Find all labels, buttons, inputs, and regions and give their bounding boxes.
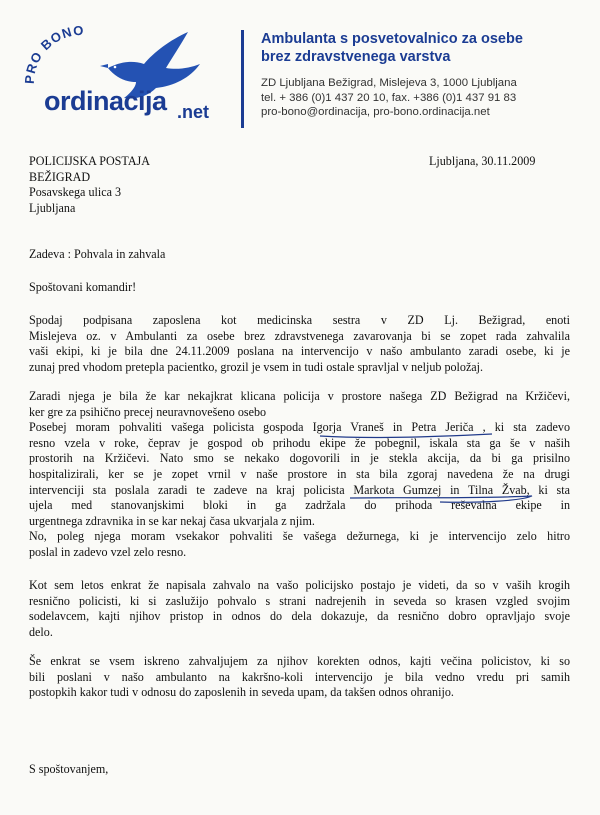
letterhead [0,0,600,135]
logo-net-text: .net [177,102,210,122]
letter-closing: S spoštovanjem, [29,762,109,776]
contact-address: ZD Ljubljana Bežigrad, Mislejeva 3, 1000 Ljubljana [261,77,517,89]
organization-name: Ambulanta s posvetovalnico za osebe brez zdravstvenega varstva [261,31,523,65]
contact-phone: tel. + 386 (0)1 437 20 10, fax. +386 (0)1 437 91 83 [261,91,517,104]
contact-email: pro-bono@ordinacija, pro-bono.ordinacija.net [261,106,490,119]
letter-subject: Zadeva : Pohvala in zahvala [29,247,166,261]
organization-contact [261,76,591,120]
paragraph-3: Kot sem letos enkrat že napisala zahvalo na vašo policijsko postajo je videti, da so v vaših krogih resnično policisti, ki si zaslužijo pohvalo s strani nadrejenih in seveda so krasen vzgled svojim sodelavcem, kajti njihov pristop in odnos do dela dokazuje, da resnično dobro opravljajo svoje delo. [29,578,570,639]
letter-salutation: Spoštovani komandir! [29,280,137,294]
recipient-address: POLICIJSKA POSTAJA BEŽIGRAD Posavskega ulica 3 Ljubljana [29,154,151,215]
letterhead-divider [241,30,244,128]
paragraph-2: Zaradi njega je bila že kar nekajkrat klicana policija v prostore našega ZD Bežigrad na Kržičevi, ker gre za psihično precej neuravnovešeno osebo Posebej moram pohvaliti vašega policista gospoda Igorja Vraneš in Petra Jeriča , ki sta zadevo resno vzela v roke, čeprav je gospod ob prihodu ekipe že pobegnil, iskala sta ga še v naših prostorih na Kržičevi. Nato smo se nekako dogovorili in je stekla akcija, da bi ga prisilno hospitalizirali, ker se je zopet vrnil v naše prostore in sta bila zgoraj navedena že na drugi intervenciji sta poslala zaradi te zadeve na kraj policista Markota Gumzej in Tilna Žvab, ki sta ujela med stanovanjskimi bloki in ga zadržala do prihoda reševalna ekipe in urgentnega zdravnika in se kar nekaj časa ukvarjala z njim. No, poleg njega moram vsekakor pohvaliti še vašega dežurnega, ki je intervencijo zelo hitro poslal in zadevo vzel zelo resno. [29,389,570,559]
organization-block [261,30,591,120]
logo [20,22,230,122]
logo-arc-text: PRO BONO [21,22,85,85]
paragraph-1: Spodaj podpisana zaposlena kot medicinska sestra v ZD Lj. Bežigrad, enoti Mislejeva oz. v Ambulanti za osebe brez zdravstvenega zavarovanja bi se zopet rada zahvalila vaši ekipi, ki je bila dne 24.11.2009 poslana na intervencijo v našo ambulanto zaradi osebe, ki je zunaj pred vhodom pretepla pacientko, grozil je vsem in tudi ostale spravljal v neljub položaj. [29,313,570,374]
letter-date: Ljubljana, 30.11.2009 [429,154,536,168]
paragraph-4: Še enkrat se vsem iskreno zahvaljujem za njihov korekten odnos, kajti večina policistov, ki so bili poslani v našo ambulanto na kakršno-koli intervencijo je bila vedno vredu pri samih postopkih kakor tudi v odnosu do zaposlenih in seveda upam, da takšen odnos ohranijo. [29,654,570,700]
logo-main-text: ordinacija [44,86,167,116]
svg-text:PRO BONO [22,23,85,85]
